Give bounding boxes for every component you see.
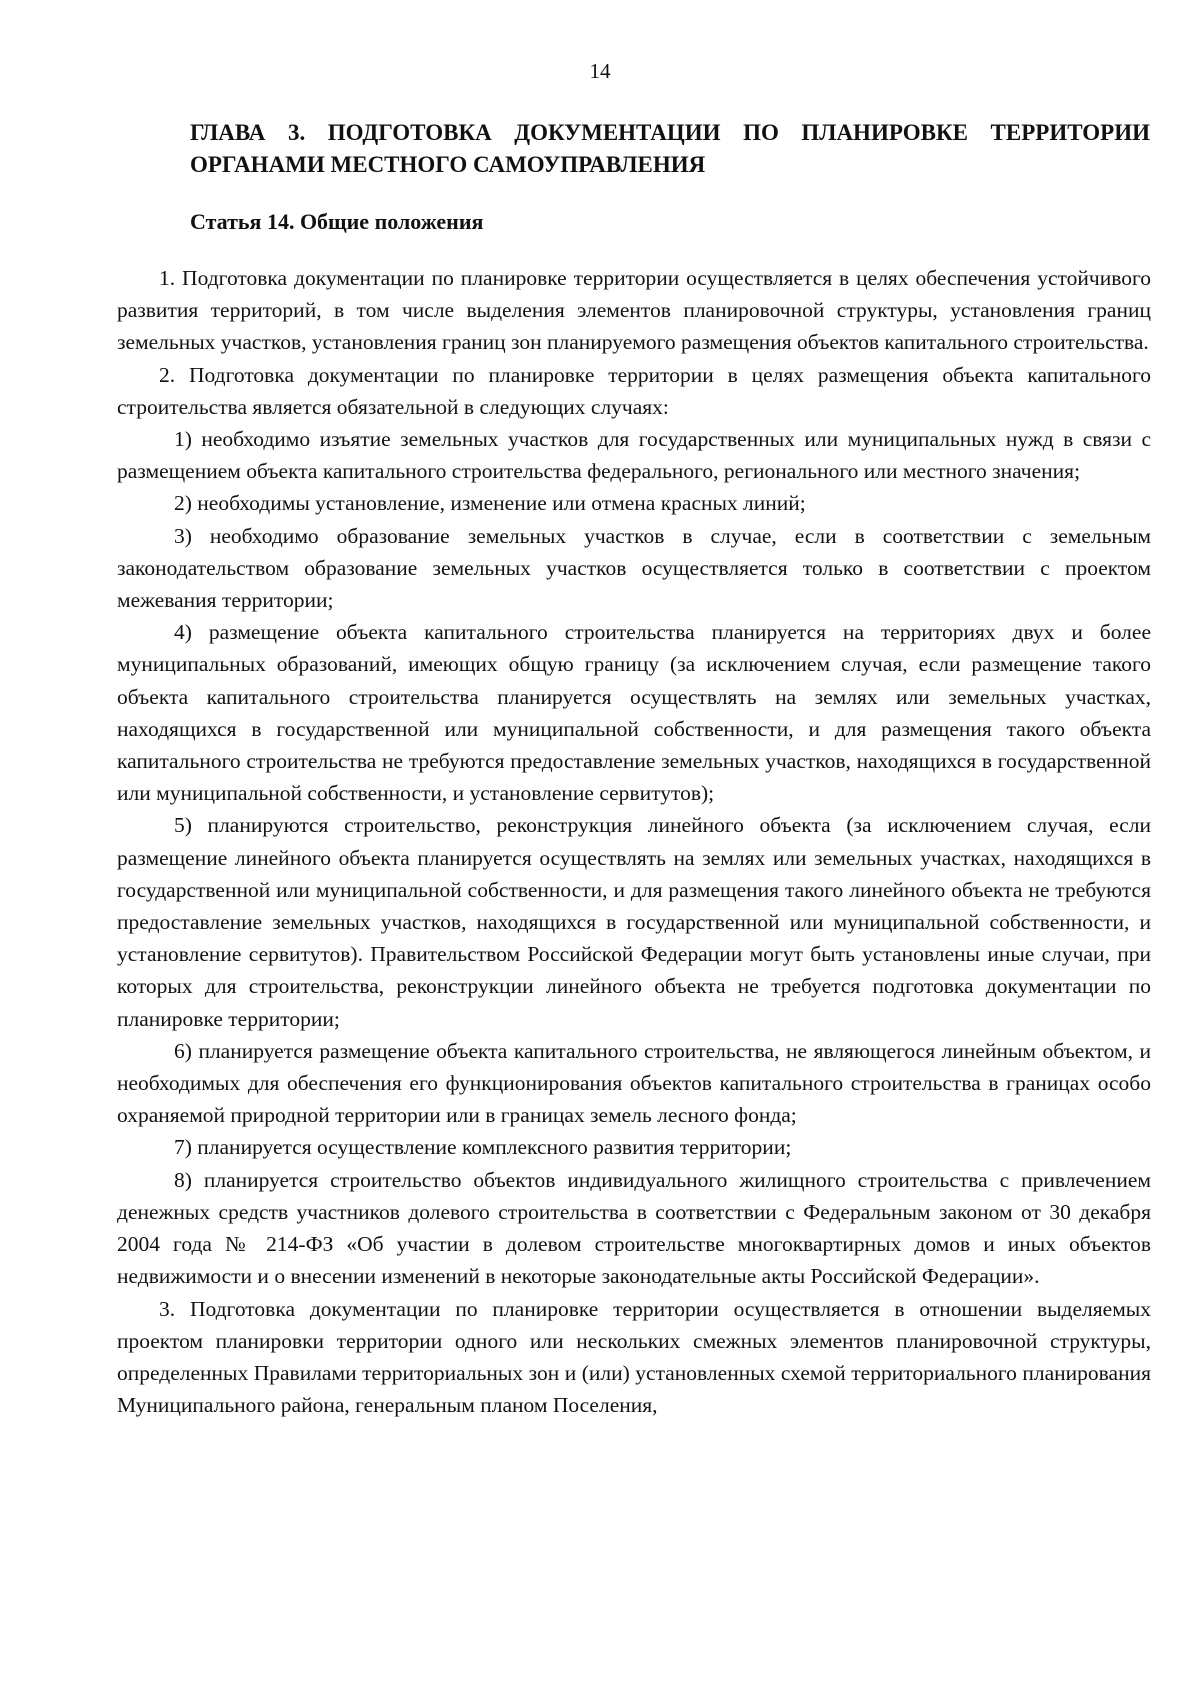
paragraph-3: 3. Подготовка документации по планировке территории осуществляется в отношении выделяемых проектом планировки территории одного или нескольких смежных элементов планировочной структуры, определенных Правилами территориальных зон и (или) установленных схемой территориального планирования Муниципального района, генеральным планом Поселения,	[117, 1296, 1151, 1418]
list-item-6: 6) планируется размещение объекта капитального строительства, не являющегося линейным объектом, и необходимых для обеспечения его функционирования объектов капитального строительства в границах особо охраняемой природной территории или в границах земель лесного фонда;	[117, 1038, 1151, 1128]
page-number: 14	[589, 59, 611, 83]
list-item-1: 1) необходимо изъятие земельных участков для государственных или муниципальных нужд в связи с размещением объекта капитального строительства федерального, регионального или местного значения;	[117, 427, 1151, 484]
article-body	[117, 262, 1151, 1421]
chapter-title: ГЛАВА 3. ПОДГОТОВКА ДОКУМЕНТАЦИИ ПО ПЛАНИРОВКЕ ТЕРРИТОРИИ ОРГАНАМИ МЕСТНОГО САМОУПРАВЛЕНИЯ	[190, 120, 1150, 177]
list-item-3: 3) необходимо образование земельных участков в случае, если в соответствии с земельным законодательством образование земельных участков осуществляется только в соответствии с проектом межевания территории;	[117, 523, 1151, 613]
list-item-8: 8) планируется строительство объектов индивидуального жилищного строительства с привлечением денежных средств участников долевого строительства в соответствии с Федеральным законом от 30 декабря 2004 года № 214-ФЗ «Об участии в долевом строительстве многоквартирных домов и иных объектов недвижимости и о внесении изменений в некоторые законодательные акты Российской Федерации».	[117, 1167, 1151, 1289]
paragraph-1: 1. Подготовка документации по планировке территории осуществляется в целях обеспечения устойчивого развития территорий, в том числе выделения элементов планировочной структуры, установления границ земельных участков, установления границ зон планируемого размещения объектов капитального строительства.	[117, 266, 1151, 355]
list-item-5: 5) планируются строительство, реконструкция линейного объекта (за исключением случая, если размещение линейного объекта планируется осуществлять на землях или земельных участках, находящихся в государственной или муниципальной собственности, и для размещения такого линейного объекта не требуются предоставление земельных участков, находящихся в государственной или муниципальной собственности, и установление сервитутов). Правительством Российской Федерации могут быть установлены иные случаи, при которых для строительства, реконструкции линейного объекта не требуется подготовка документации по планировке территории;	[117, 813, 1151, 1031]
list-item-2: 2) необходимы установление, изменение или отмена красных линий;	[174, 491, 806, 516]
list-item-4: 4) размещение объекта капитального строительства планируется на территориях двух и более муниципальных образований, имеющих общую границу (за исключением случая, если размещение такого объекта капитального строительства планируется осуществлять на землях или земельных участках, находящихся в государственной или муниципальной собственности, и для размещения такого объекта капитального строительства не требуются предоставление земельных участков, находящихся в государственной или муниципальной собственности, и установление сервитутов);	[117, 620, 1151, 806]
paragraph-2: 2. Подготовка документации по планировке территории в целях размещения объекта капитального строительства является обязательной в следующих случаях:	[117, 362, 1151, 419]
article-title: Статья 14. Общие положения	[190, 209, 484, 234]
list-item-7: 7) планируется осуществление комплексного развития территории;	[174, 1135, 792, 1160]
